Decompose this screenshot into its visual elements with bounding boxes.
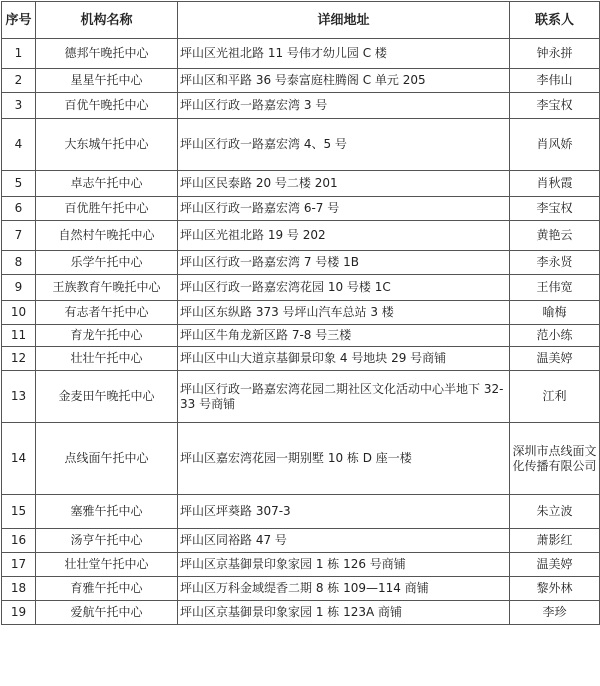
cell-contact: 朱立波 xyxy=(510,495,600,529)
cell-contact: 李宝权 xyxy=(510,197,600,221)
table-row xyxy=(2,423,600,495)
cell-no: 16 xyxy=(2,529,36,553)
cell-contact: 李永贤 xyxy=(510,251,600,275)
cell-address: 坪山区东纵路 373 号坪山汽车总站 3 楼 xyxy=(178,301,510,325)
header-name: 机构名称 xyxy=(36,2,178,39)
cell-contact: 喻梅 xyxy=(510,301,600,325)
cell-address: 坪山区光祖北路 11 号伟才幼儿园 C 楼 xyxy=(178,39,510,69)
table-row xyxy=(2,69,600,93)
table-row xyxy=(2,601,600,625)
cell-no: 9 xyxy=(2,275,36,301)
cell-name: 星星午托中心 xyxy=(36,69,178,93)
cell-address: 坪山区中山大道京基御景印象 4 号地块 29 号商铺 xyxy=(178,347,510,371)
cell-name: 汤亨午托中心 xyxy=(36,529,178,553)
table-row xyxy=(2,197,600,221)
header-address: 详细地址 xyxy=(178,2,510,39)
cell-no: 4 xyxy=(2,119,36,171)
cell-no: 15 xyxy=(2,495,36,529)
cell-name: 卓志午托中心 xyxy=(36,171,178,197)
cell-no: 2 xyxy=(2,69,36,93)
cell-address: 坪山区民泰路 20 号二楼 201 xyxy=(178,171,510,197)
cell-address: 坪山区万科金域缇香二期 8 栋 109—114 商铺 xyxy=(178,577,510,601)
cell-address: 坪山区嘉宏湾花园一期别墅 10 栋 D 座一楼 xyxy=(178,423,510,495)
header-row xyxy=(2,2,600,39)
cell-contact: 肖风娇 xyxy=(510,119,600,171)
cell-no: 10 xyxy=(2,301,36,325)
cell-contact: 温美婷 xyxy=(510,347,600,371)
cell-name: 金麦田午晚托中心 xyxy=(36,371,178,423)
cell-address: 坪山区同裕路 47 号 xyxy=(178,529,510,553)
header-no: 序号 xyxy=(2,2,36,39)
cell-no: 14 xyxy=(2,423,36,495)
cell-address: 坪山区行政一路嘉宏湾 4、5 号 xyxy=(178,119,510,171)
cell-name: 壮壮堂午托中心 xyxy=(36,553,178,577)
cell-address: 坪山区牛角龙新区路 7-8 号三楼 xyxy=(178,325,510,347)
cell-address: 坪山区光祖北路 19 号 202 xyxy=(178,221,510,251)
table-row xyxy=(2,325,600,347)
table-row xyxy=(2,221,600,251)
cell-name: 爱航午托中心 xyxy=(36,601,178,625)
cell-contact: 黄艳云 xyxy=(510,221,600,251)
cell-contact: 钟永拼 xyxy=(510,39,600,69)
cell-contact: 范小练 xyxy=(510,325,600,347)
cell-name: 塞雅午托中心 xyxy=(36,495,178,529)
cell-name: 王族教育午晚托中心 xyxy=(36,275,178,301)
table-row xyxy=(2,119,600,171)
header-contact: 联系人 xyxy=(510,2,600,39)
table-body xyxy=(2,39,600,625)
cell-address: 坪山区行政一路嘉宏湾 3 号 xyxy=(178,93,510,119)
table-row xyxy=(2,275,600,301)
cell-no: 8 xyxy=(2,251,36,275)
cell-contact: 李宝权 xyxy=(510,93,600,119)
cell-address: 坪山区坪葵路 307-3 xyxy=(178,495,510,529)
table-row xyxy=(2,251,600,275)
table-row xyxy=(2,577,600,601)
cell-name: 育龙午托中心 xyxy=(36,325,178,347)
cell-address: 坪山区京基御景印象家园 1 栋 123A 商铺 xyxy=(178,601,510,625)
cell-no: 11 xyxy=(2,325,36,347)
cell-address: 坪山区京基御景印象家园 1 栋 126 号商铺 xyxy=(178,553,510,577)
cell-address: 坪山区行政一路嘉宏湾 6-7 号 xyxy=(178,197,510,221)
cell-contact: 深圳市点线面文化传播有限公司 xyxy=(510,423,600,495)
table-row xyxy=(2,301,600,325)
cell-address: 坪山区行政一路嘉宏湾花园 10 号楼 1C xyxy=(178,275,510,301)
cell-no: 19 xyxy=(2,601,36,625)
table-row xyxy=(2,371,600,423)
table-row xyxy=(2,529,600,553)
cell-contact: 王伟宽 xyxy=(510,275,600,301)
cell-address: 坪山区和平路 36 号泰富庭柱腾阁 C 单元 205 xyxy=(178,69,510,93)
cell-address: 坪山区行政一路嘉宏湾 7 号楼 1B xyxy=(178,251,510,275)
cell-no: 7 xyxy=(2,221,36,251)
table-row xyxy=(2,553,600,577)
table-row xyxy=(2,347,600,371)
cell-no: 13 xyxy=(2,371,36,423)
cell-no: 1 xyxy=(2,39,36,69)
cell-no: 17 xyxy=(2,553,36,577)
cell-name: 乐学午托中心 xyxy=(36,251,178,275)
cell-contact: 温美婷 xyxy=(510,553,600,577)
cell-name: 德邦午晚托中心 xyxy=(36,39,178,69)
cell-no: 6 xyxy=(2,197,36,221)
cell-no: 3 xyxy=(2,93,36,119)
cell-contact: 黎外林 xyxy=(510,577,600,601)
cell-no: 5 xyxy=(2,171,36,197)
cell-no: 12 xyxy=(2,347,36,371)
cell-contact: 肖秋霞 xyxy=(510,171,600,197)
cell-contact: 萧影红 xyxy=(510,529,600,553)
cell-contact: 李伟山 xyxy=(510,69,600,93)
cell-address: 坪山区行政一路嘉宏湾花园二期社区文化活动中心半地下 32-33 号商铺 xyxy=(178,371,510,423)
cell-name: 育雅午托中心 xyxy=(36,577,178,601)
cell-name: 壮壮午托中心 xyxy=(36,347,178,371)
cell-name: 有志者午托中心 xyxy=(36,301,178,325)
cell-contact: 李珍 xyxy=(510,601,600,625)
cell-name: 自然村午晚托中心 xyxy=(36,221,178,251)
cell-name: 百优胜午托中心 xyxy=(36,197,178,221)
table-row xyxy=(2,93,600,119)
cell-contact: 江利 xyxy=(510,371,600,423)
table-row xyxy=(2,171,600,197)
cell-name: 点线面午托中心 xyxy=(36,423,178,495)
cell-no: 18 xyxy=(2,577,36,601)
daycare-table xyxy=(1,1,600,625)
cell-name: 大东城午托中心 xyxy=(36,119,178,171)
table-row xyxy=(2,495,600,529)
table-row xyxy=(2,39,600,69)
cell-name: 百优午晚托中心 xyxy=(36,93,178,119)
